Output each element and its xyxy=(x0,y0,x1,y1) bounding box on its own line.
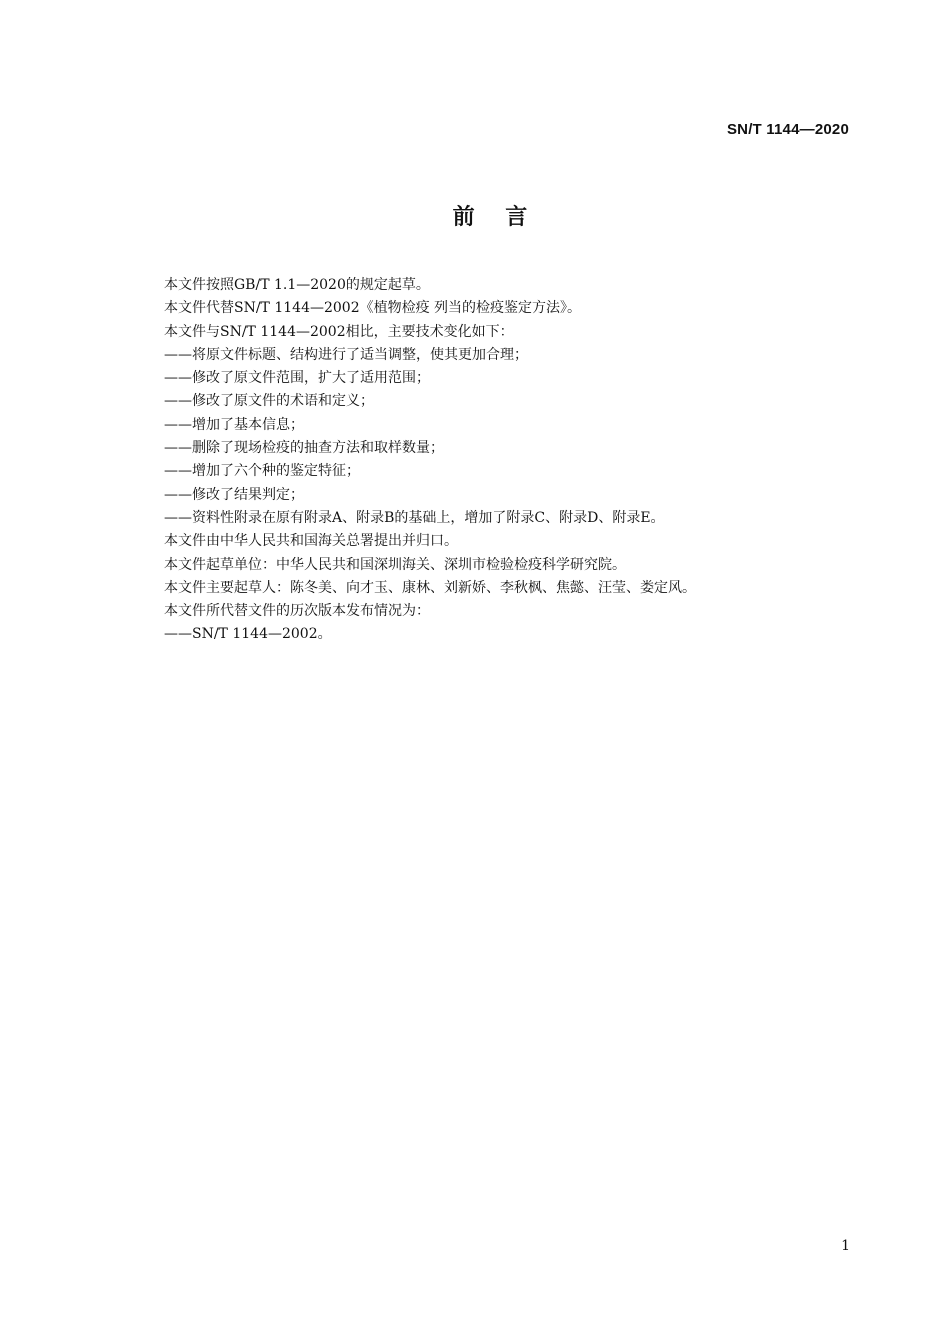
foreword-line: ——修改了原文件的术语和定义； xyxy=(164,393,374,410)
foreword-line: 本文件主要起草人：陈冬美、向才玉、康林、刘新娇、李秋枫、焦懿、汪莹、娄定风。 xyxy=(164,579,696,596)
foreword-line: 本文件由中华人民共和国海关总署提出并归口。 xyxy=(164,533,458,550)
foreword-body xyxy=(164,274,864,647)
foreword-line: 本文件起草单位：中华人民共和国深圳海关、深圳市检验检疫科学研究院。 xyxy=(164,556,626,573)
page-number: 1 xyxy=(841,1238,850,1254)
foreword-line: ——将原文件标题、结构进行了适当调整，使其更加合理； xyxy=(164,346,528,363)
foreword-line: ——增加了六个种的鉴定特征； xyxy=(164,463,360,480)
foreword-line: ——资料性附录在原有附录A、附录B的基础上，增加了附录C、附录D、附录E。 xyxy=(164,509,665,526)
foreword-line: ——删除了现场检疫的抽查方法和取样数量； xyxy=(164,440,444,457)
standard-code: SN/T 1144—2020 xyxy=(726,121,849,138)
page-title: 前 言 xyxy=(452,205,528,230)
foreword-line: 本文件所代替文件的历次版本发布情况为： xyxy=(164,603,430,620)
foreword-line: 本文件与SN/T 1144—2002相比，主要技术变化如下： xyxy=(164,323,514,340)
foreword-line: 本文件按照GB/T 1.1—2020的规定起草。 xyxy=(164,277,430,293)
foreword-line: ——SN/T 1144—2002。 xyxy=(164,626,332,643)
foreword-line: 本文件代替SN/T 1144—2002《植物检疫 列当的检疫鉴定方法》。 xyxy=(164,300,582,317)
foreword-line: ——增加了基本信息； xyxy=(164,416,304,433)
foreword-line: ——修改了原文件范围，扩大了适用范围； xyxy=(164,370,430,387)
foreword-line: ——修改了结果判定； xyxy=(164,486,304,503)
